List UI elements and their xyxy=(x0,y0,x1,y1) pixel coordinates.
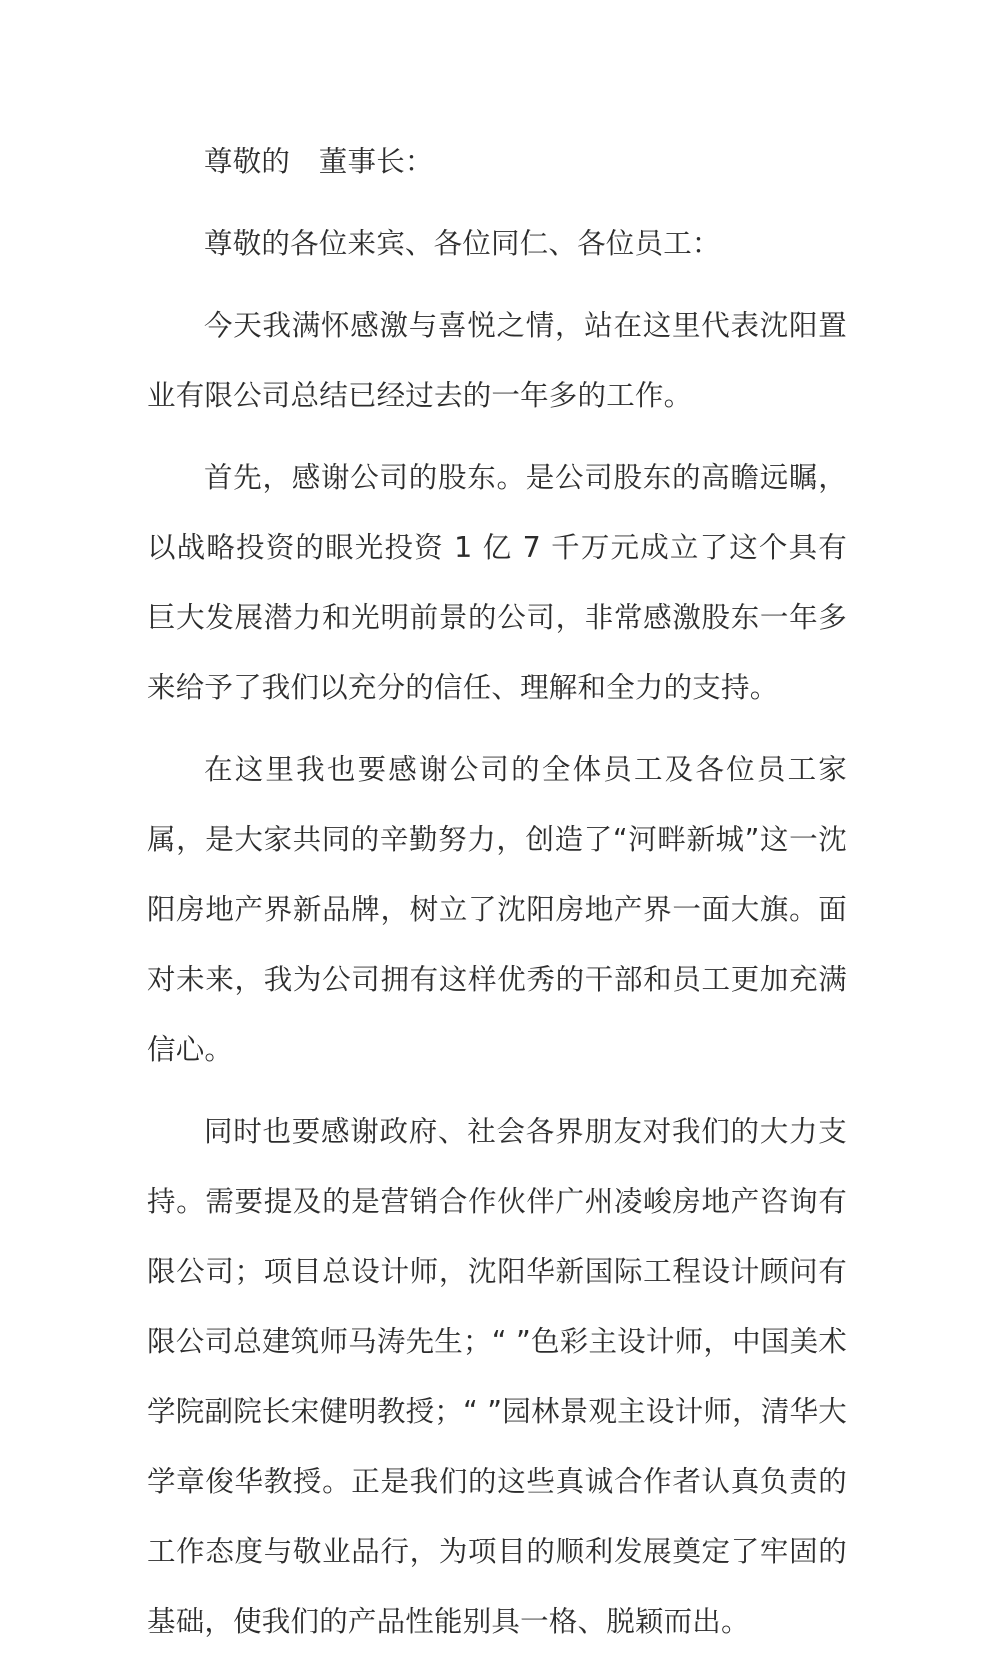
paragraph-opening-statement: 今天我满怀感激与喜悦之情，站在这里代表沈阳置业有限公司总结已经过去的一年多的工作。 xyxy=(147,309,847,412)
document-text-body xyxy=(147,127,847,1657)
paragraph-thanks-partners: 同时也要感谢政府、社会各界朋友对我们的大力支持。需要提及的是营销合作伙伴广州凌峻房地产咨询有限公司；项目总设计师，沈阳华新国际工程设计顾问有限公司总建筑师马涛先生；“ ”色彩主设计师，中国美术学院副院长宋健明教授；“ ”园林景观主设计师，清华大学章俊华教授。正是我们的这些真诚合作者认真负责的工作态度与敬业品行，为项目的顺利发展奠定了牢固的基础，使我们的产品性能别具一格、脱颖而出。 xyxy=(147,1115,847,1638)
paragraph-thanks-employees: 在这里我也要感谢公司的全体员工及各位员工家属，是大家共同的辛勤努力，创造了“河畔新城”这一沈阳房地产界新品牌，树立了沈阳房地产界一面大旗。面对未来，我为公司拥有这样优秀的干部和员工更加充满信心。 xyxy=(147,753,847,1066)
paragraph-thanks-shareholders: 首先，感谢公司的股东。是公司股东的高瞻远瞩，以战略投资的眼光投资 1 亿 7 千万元成立了这个具有巨大发展潜力和光明前景的公司，非常感激股东一年多来给予了我们以充分的信任、理解和全力的支持。 xyxy=(147,461,847,704)
paragraph-salutation-chairman: 尊敬的 董事长： xyxy=(204,145,434,178)
paragraph-salutation-guests: 尊敬的各位来宾、各位同仁、各位员工： xyxy=(204,227,721,260)
